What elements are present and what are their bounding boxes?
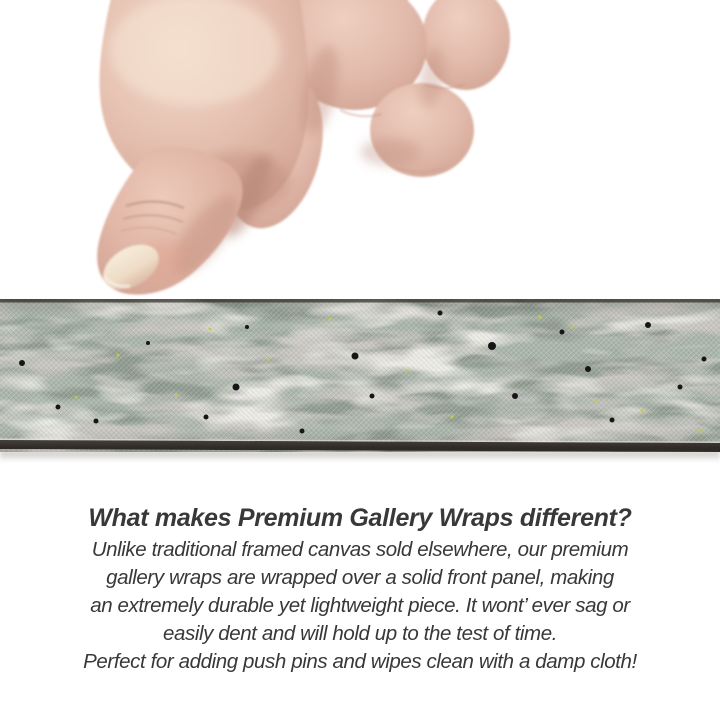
hand-pressing-photo <box>0 0 520 300</box>
caption <box>0 503 720 676</box>
caption-line-5: Perfect for adding push pins and wipes clean with a damp cloth! <box>83 650 637 673</box>
strip-drop-shadow <box>0 451 720 462</box>
canvas-vignette <box>0 299 720 452</box>
canvas-top-fold-edge <box>0 299 720 303</box>
caption-line-2: gallery wraps are wrapped over a solid front panel, making <box>106 566 614 589</box>
caption-line-4: easily dent and will hold up to the test of time. <box>162 622 558 645</box>
caption-line-1: Unlike traditional framed canvas sold elsewhere, our premium <box>91 538 629 561</box>
pinky-shadow <box>360 138 420 166</box>
canvas-gallery-wrap-edge <box>0 299 720 452</box>
hand-highlight <box>110 0 280 105</box>
canvas-texture <box>0 299 720 452</box>
caption-line-3: an extremely durable yet lightweight piece. It wont’ ever sag or <box>90 594 630 617</box>
caption-heading: What makes Premium Gallery Wraps different? <box>88 504 632 532</box>
hand-illustration <box>0 0 520 300</box>
